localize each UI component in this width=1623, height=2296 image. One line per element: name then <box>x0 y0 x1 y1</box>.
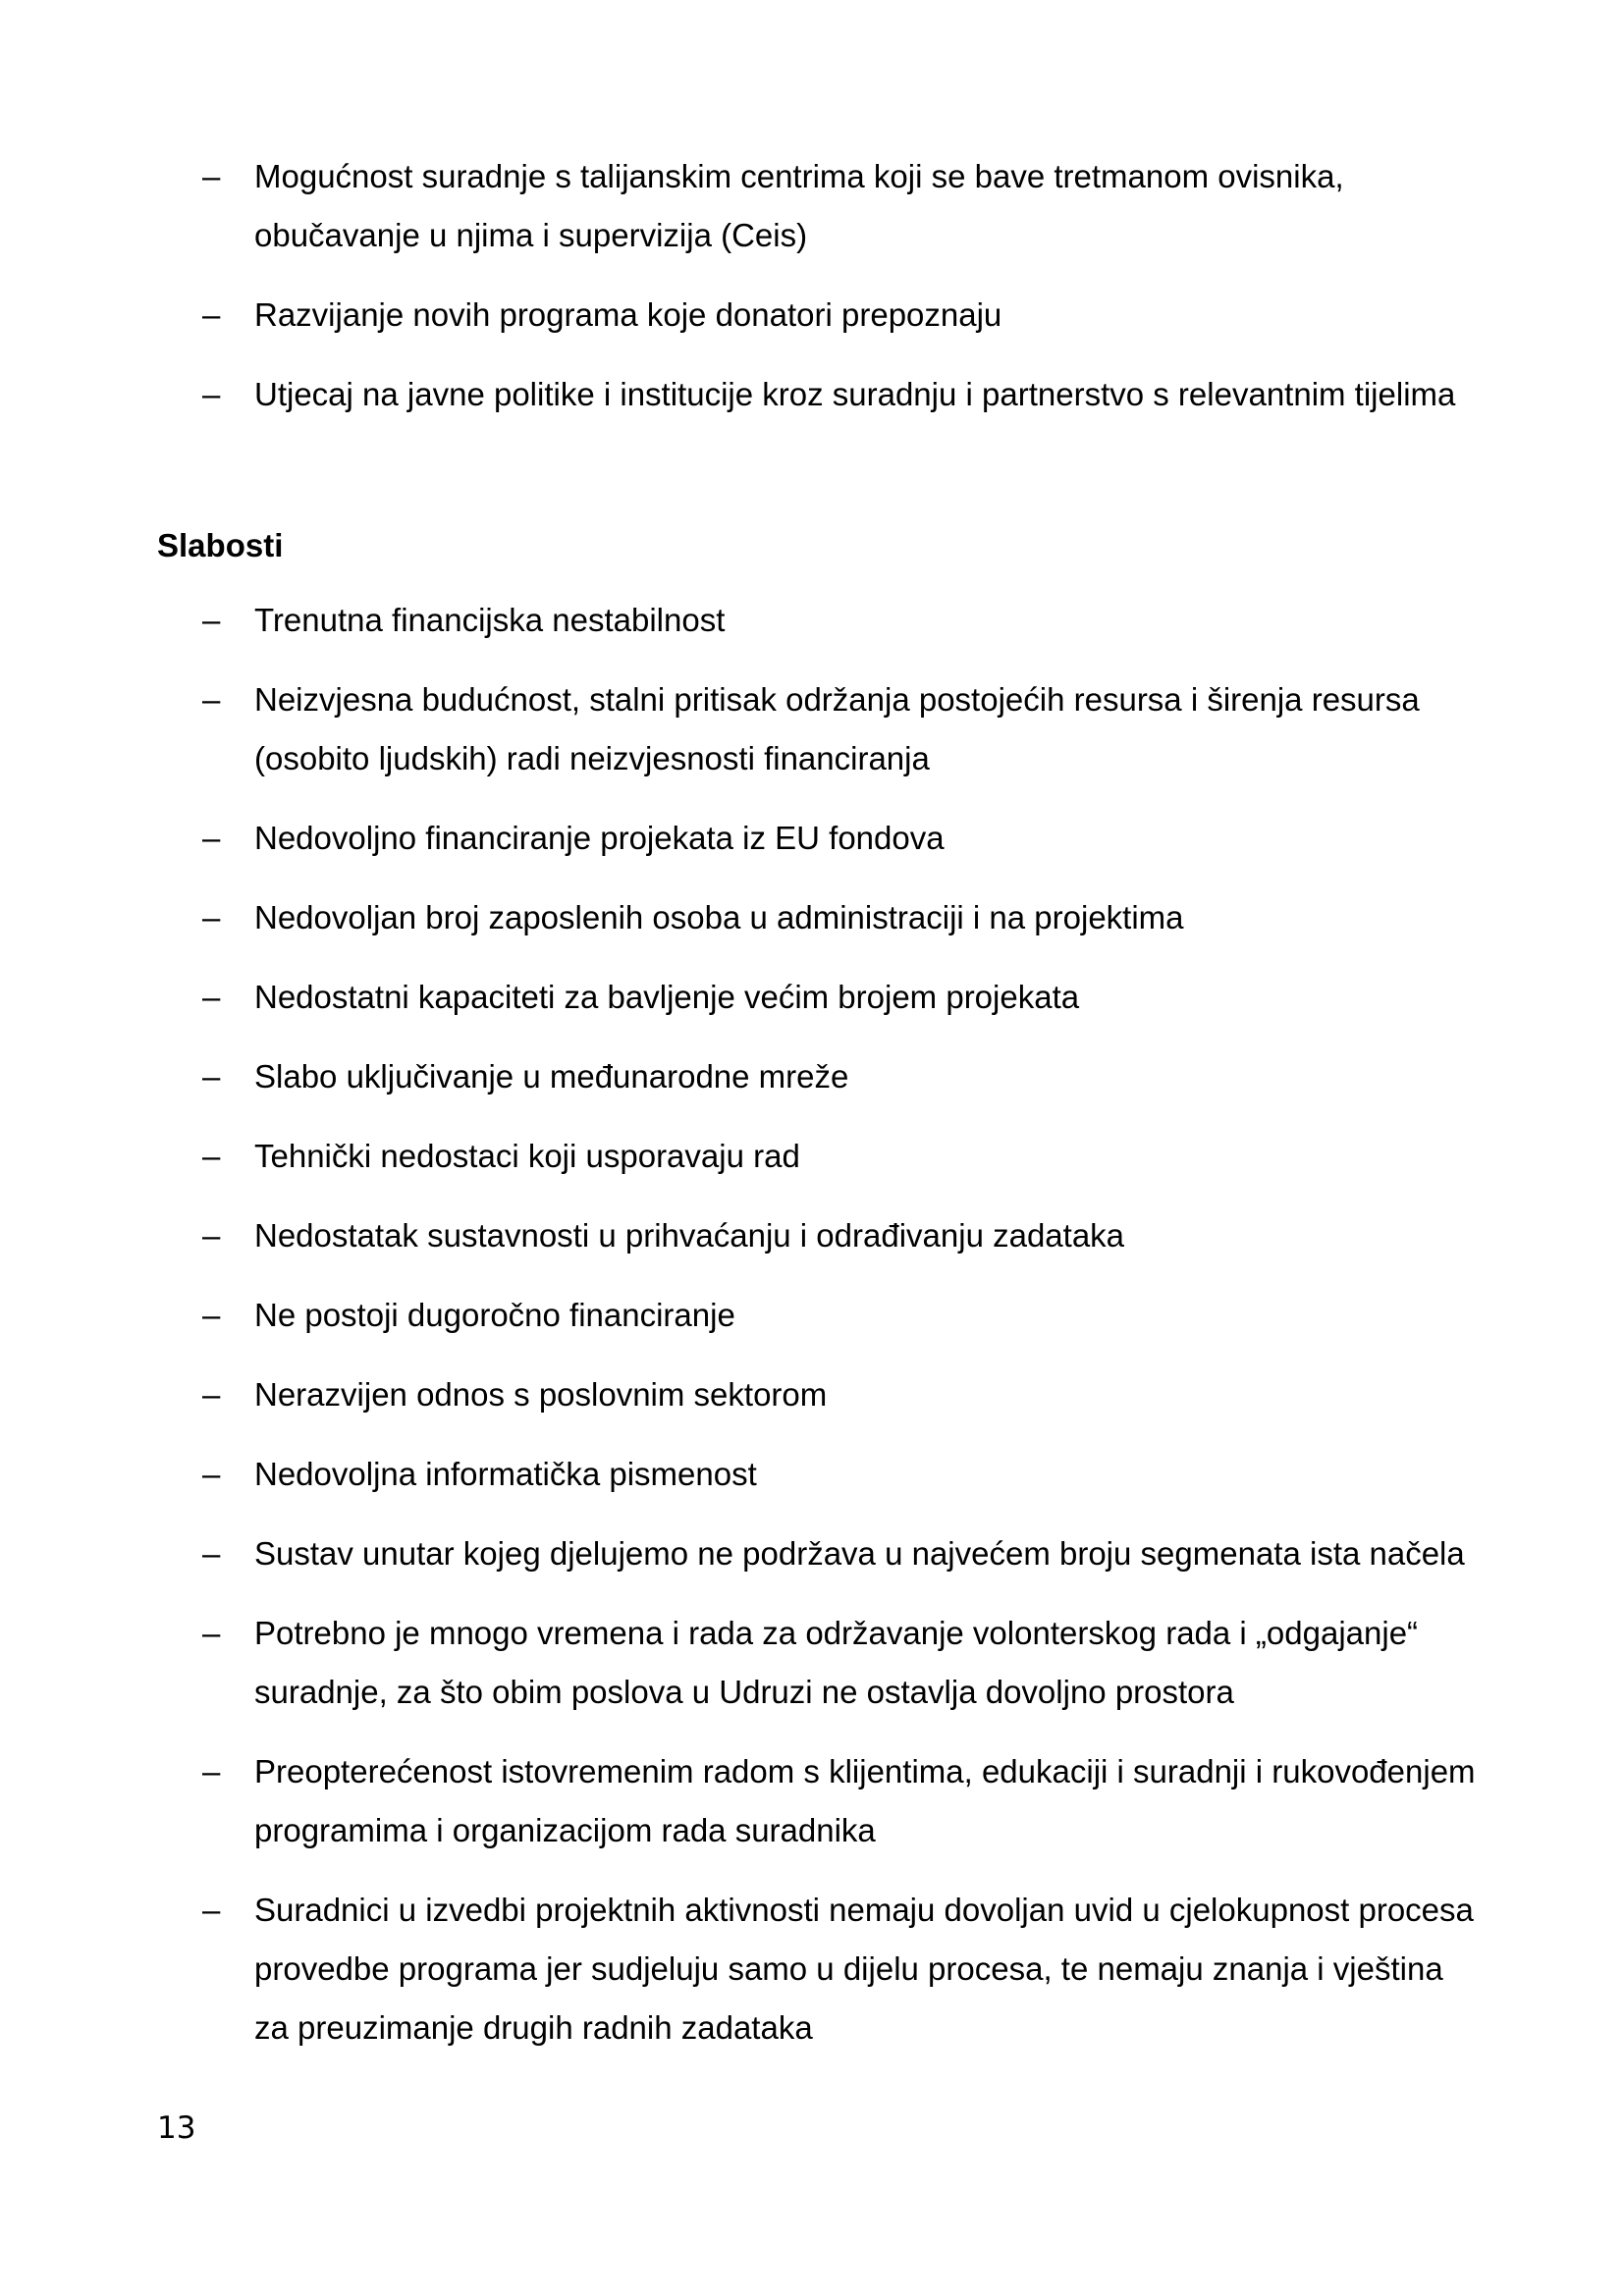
list-item <box>0 286 1623 345</box>
list-item <box>0 888 1623 947</box>
section-heading-slabosti: Slabosti <box>157 527 284 563</box>
list-item <box>0 1286 1623 1345</box>
dash-bullet: – <box>202 1456 221 1492</box>
list-item-text: Trenutna financijska nestabilnost <box>254 602 726 638</box>
list-item <box>0 591 1623 650</box>
list-item-text: Nedostatni kapaciteti za bavljenje većim brojem projekata <box>254 979 1080 1015</box>
list-item-text: Nedovoljan broj zaposlenih osoba u administraciji i na projektima <box>254 899 1184 935</box>
list-item-text: Suradnici u izvedbi projektnih aktivnosti nemaju dovoljan uvid u cjelokupnost procesa provedbe programa jer sudjeluju samo u dijelu procesa, te nemaju znanja i vještina za preuzimanje drugih radnih zadataka <box>254 1892 1474 2046</box>
list-item-text: Nedovoljno financiranje projekata iz EU fondova <box>254 820 945 856</box>
list-item-text: Razvijanje novih programa koje donatori prepoznaju <box>254 296 1002 333</box>
list-item <box>0 1206 1623 1265</box>
list-item-text: Preopterećenost istovremenim radom s klijentima, edukaciji i suradnji i rukovođenjem programima i organizacijom rada suradnika <box>254 1753 1476 1848</box>
dash-bullet: – <box>202 1376 221 1413</box>
list-item-text: Sustav unutar kojeg djelujemo ne podržava u najvećem broju segmenata ista načela <box>254 1535 1465 1572</box>
list-item <box>0 809 1623 868</box>
list-item <box>0 1127 1623 1186</box>
list-item <box>0 1742 1623 1860</box>
dash-bullet: – <box>202 1892 221 1928</box>
dash-bullet: – <box>202 1297 221 1333</box>
weaknesses-list <box>0 591 1623 2078</box>
list-item-text: Tehnički nedostaci koji usporavaju rad <box>254 1138 800 1174</box>
dash-bullet: – <box>202 158 221 194</box>
dash-bullet: – <box>202 1217 221 1254</box>
list-item <box>0 1604 1623 1722</box>
dash-bullet: – <box>202 899 221 935</box>
list-item <box>0 365 1623 424</box>
dash-bullet: – <box>202 1058 221 1095</box>
list-item-text: Neizvjesna budućnost, stalni pritisak održanja postojećih resursa i širenja resursa (osobito ljudskih) radi neizvjesnosti financiranja <box>254 681 1420 776</box>
list-item <box>0 1365 1623 1424</box>
list-item-text: Nerazvijen odnos s poslovnim sektorom <box>254 1376 828 1413</box>
list-item <box>0 968 1623 1027</box>
list-item <box>0 1524 1623 1583</box>
dash-bullet: – <box>202 820 221 856</box>
list-item-text: Utjecaj na javne politike i institucije kroz suradnju i partnerstvo s relevantnim tijelima <box>254 376 1456 412</box>
dash-bullet: – <box>202 1138 221 1174</box>
dash-bullet: – <box>202 376 221 412</box>
opportunities-list <box>0 147 1623 445</box>
list-item <box>0 147 1623 265</box>
list-item-text: Mogućnost suradnje s talijanskim centrima koji se bave tretmanom ovisnika, obučavanje u njima i supervizija (Ceis) <box>254 158 1344 253</box>
dash-bullet: – <box>202 296 221 333</box>
dash-bullet: – <box>202 681 221 718</box>
list-item-text: Nedostatak sustavnosti u prihvaćanju i odrađivanju zadataka <box>254 1217 1125 1254</box>
dash-bullet: – <box>202 979 221 1015</box>
dash-bullet: – <box>202 1753 221 1789</box>
page-number: 13 <box>157 2110 196 2146</box>
list-item <box>0 1047 1623 1106</box>
dash-bullet: – <box>202 602 221 638</box>
list-item <box>0 670 1623 788</box>
dash-bullet: – <box>202 1535 221 1572</box>
list-item-text: Potrebno je mnogo vremena i rada za održavanje volonterskog rada i „odgajanje“ suradnje, za što obim poslova u Udruzi ne ostavlja dovoljno prostora <box>254 1615 1419 1710</box>
dash-bullet: – <box>202 1615 221 1651</box>
list-item <box>0 1881 1623 2057</box>
list-item-text: Nedovoljna informatička pismenost <box>254 1456 757 1492</box>
list-item <box>0 1445 1623 1504</box>
list-item-text: Ne postoji dugoročno financiranje <box>254 1297 735 1333</box>
list-item-text: Slabo uključivanje u međunarodne mreže <box>254 1058 849 1095</box>
